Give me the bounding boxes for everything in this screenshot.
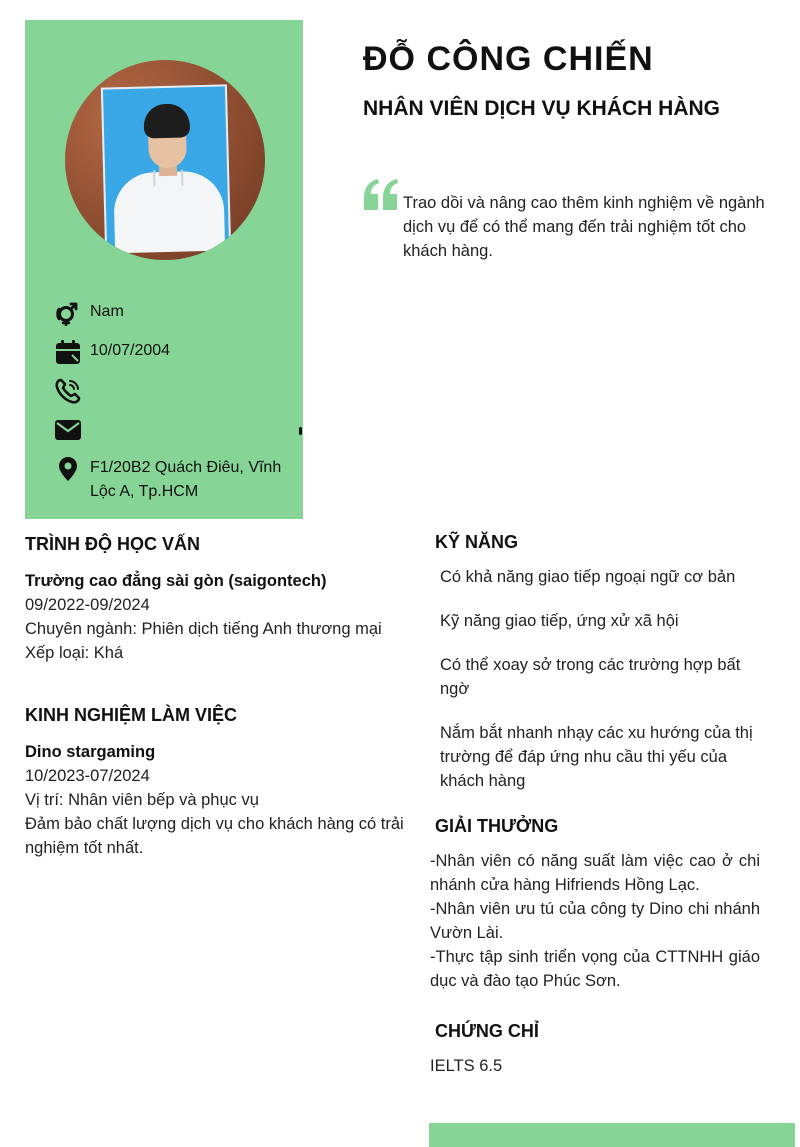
certificate-item: IELTS 6.5 [430,1057,503,1075]
certificates-heading: CHỨNG CHỈ [435,1021,539,1041]
location-pin-icon [55,456,81,482]
skill-item: Kỹ năng giao tiếp, ứng xử xã hội [440,612,679,630]
contact-birthday [55,339,295,365]
education-block [25,569,405,665]
email-icon [55,417,81,443]
education-school: Trường cao đẳng sài gòn (saigontech) [25,572,327,590]
experience-company: Dino stargaming [25,743,156,761]
award-item: -Nhân viên ưu tú của công ty Dino chi nhánh Vườn Lài. [430,900,760,942]
award-item: -Nhân viên có năng suất làm việc cao ở chi nhánh cửa hàng Hifriends Hồng Lạc. [430,852,760,894]
profile-photo [101,84,231,251]
experience-period: 10/2023-07/2024 [25,767,150,785]
contact-address [55,456,295,504]
award-item: -Thực tập sinh triển vọng của CTTNHH giáo dục và đào tạo Phúc Sơn. [430,948,760,990]
candidate-name: ĐỖ CÔNG CHIẾN [363,40,654,78]
education-period: 09/2022-09/2024 [25,596,150,614]
experience-block [25,740,405,860]
experience-heading: KINH NGHIỆM LÀM VIỆC [25,705,238,725]
quote-icon [362,178,400,212]
gender-icon [55,300,81,326]
skill-item: Có khả năng giao tiếp ngoại ngữ cơ bản [440,568,736,586]
address-text: F1/20B2 Quách Điêu, Vĩnh Lộc A, Tp.HCM [90,459,282,500]
education-major: Chuyên ngành: Phiên dịch tiếng Anh thương mại [25,620,382,638]
job-title: NHÂN VIÊN DỊCH VỤ KHÁCH HÀNG [363,97,721,120]
skill-item: Nắm bắt nhanh nhạy các xu hướng của thị trường để đáp ứng nhu cầu thi yếu của khách hàng [440,724,753,790]
career-objective: Trao dồi và nâng cao thêm kinh nghiệm về ngành dịch vụ để có thể mang đến trải nghiệm tốt cho khách hàng. [403,194,765,260]
contact-phone [55,378,295,404]
experience-position: Vị trí: Nhân viên bếp và phục vụ [25,791,259,809]
skills-heading: KỸ NĂNG [435,532,519,552]
contact-email [55,417,295,443]
profile-sidebar [25,20,303,519]
edge-mark [299,427,302,435]
birthday-text: 10/07/2004 [90,342,171,359]
contact-gender [55,300,295,326]
education-heading: TRÌNH ĐỘ HỌC VẤN [25,534,200,554]
phone-icon [55,378,81,404]
skill-item: Có thể xoay sở trong các trường hợp bất ngờ [440,656,741,698]
gender-text: Nam [90,303,124,320]
footer-accent-bar [429,1123,795,1147]
avatar [65,60,265,260]
experience-description: Đảm bảo chất lượng dịch vụ cho khách hàng có trải nghiệm tốt nhất. [25,815,404,857]
calendar-icon [55,339,81,365]
education-rank: Xếp loại: Khá [25,644,124,662]
awards-heading: GIẢI THƯỞNG [435,816,559,836]
